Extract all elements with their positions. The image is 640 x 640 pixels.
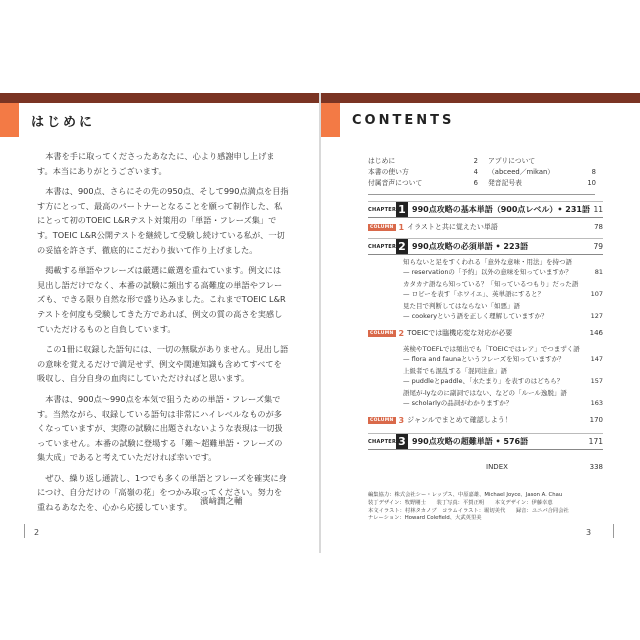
toc-section[interactable]: 英検やTOEFLでは頻出でも「TOEICではレア」でつまずく語 — flora and faunaというフレーズを知っていますか？ 147 — [403, 345, 603, 363]
chapter-label: CHAPTER — [368, 438, 397, 445]
column-title: TOEICでは臨機応変な対応が必要 — [407, 329, 513, 337]
right-title-label — [340, 103, 640, 137]
toc-column-1[interactable] — [368, 221, 603, 233]
toc-entry[interactable]: 付属音声について 6 — [368, 179, 478, 188]
toc-entry[interactable]: 発音記号表 10 — [488, 179, 596, 188]
chapter-page: 79 — [593, 242, 603, 251]
toc-entry[interactable]: はじめに 2 — [368, 157, 478, 165]
column-title: ジャンルでまとめて確認しよう！ — [407, 416, 512, 424]
page-number-rule — [613, 524, 614, 538]
toc-section[interactable]: 語尾が-lyなのに副詞ではない、などの「ルール逸脱」語 — scholarlyの品詞がわかりますか？ 163 — [403, 389, 603, 407]
toc-chapter-2[interactable] — [368, 238, 603, 255]
preface-body — [37, 149, 289, 521]
toc-section[interactable]: 見た目で判断してはならない「如悪」語 — cookeryという語を正しく理解していますか？ 127 — [403, 302, 603, 320]
chapter-title: 990点攻略の基本単語（900点レベル）• 231語 — [412, 205, 590, 214]
column-number: 3 — [398, 415, 405, 425]
chapter-title: 990点攻略の超難単語 • 576語 — [412, 437, 529, 446]
right-page — [321, 103, 640, 540]
toc-section[interactable]: 上級者でも混乱する「混同注意」語 — puddleとpaddle、「水たまり」を表すのはどちら？ 157 — [403, 367, 603, 385]
chapter-label: CHAPTER — [368, 243, 397, 250]
toc-section[interactable]: カタカナ語なら知っている？「知っているつもり」だった語 — ロビーを表す「ホワイエ」、英単語にすると？ 107 — [403, 280, 603, 298]
left-title-label — [19, 103, 319, 137]
page-title-hajimeni: はじめに — [31, 114, 96, 130]
toc-index[interactable]: INDEX 338 — [486, 463, 603, 471]
page-number-left: 2 — [34, 528, 40, 537]
chapter-label: CHAPTER — [368, 206, 397, 213]
toc-section[interactable]: 知らないと足をすくわれる「意外な意味・用法」を持つ語 — reservationの「予約」以外の意味を知っていますか？ 81 — [403, 258, 603, 276]
chapter-number: 1 — [396, 202, 408, 217]
toc-column-3[interactable] — [368, 414, 603, 426]
toc-chapter-3[interactable] — [368, 433, 603, 450]
chapter-number: 2 — [396, 239, 408, 254]
chapter-number: 3 — [396, 434, 408, 449]
column-number: 1 — [398, 222, 405, 232]
column-badge: COLUMN — [370, 417, 394, 423]
chapter-title: 990点攻略の必須単語 • 223語 — [412, 242, 529, 251]
column-badge: COLUMN — [370, 330, 394, 336]
preface-paragraph: 本書を手に取ってくださったあなたに、心より感謝申し上げます。本当にありがとうございます。 — [37, 151, 275, 176]
column-page: 170 — [589, 416, 603, 424]
preface-paragraph: この1冊に収録した語句には、一切の無駄がありません。見出し語の意味を覚えるだけで満足せず、例文や関連知識も含めてすべてを吸収し、自分自身の血肉にしていただければと思います。 — [37, 344, 289, 384]
credits-block: 編集協力：株式会社シー・レップス、中原嘉雄、Michael Joyce、Jason A. Chau 装丁デザイン：牧野剛士 装丁写真：平賀正明 本文デザイン：伊藤幸恵 本文イラスト：村林タカノブ コラムイラスト：堀切美代 録音：ユニバ合同会社 ナレーション：Howard Colefield、大武英里美 — [368, 492, 569, 522]
column-badge: COLUMN — [370, 224, 394, 230]
toc-chapter-1[interactable] — [368, 201, 603, 218]
preface-paragraph: 本書は、900点～990点を本気で狙うための単語・フレーズ集です。当然ながら、収録している語句は非常にハイレベルなものが多くなっていますが、実際の試験に出題されないような表現は一切扱っていません。本番の試験に登場する「難～超難単語・フレーズの集大成」であると考えていただければ幸いです。 — [37, 393, 283, 463]
toc-entry[interactable]: （abceed／mikan） 8 — [488, 168, 596, 177]
preface-paragraph: ぜひ、繰り返し通読し、1つでも多くの単語とフレーズを確実に身につけ、自分だけの「高嶺の花」をつかみ取ってください。努力を重ねるあなたを、心から応援しています。 — [37, 472, 287, 513]
column-page: 146 — [589, 329, 603, 337]
left-page — [0, 103, 319, 540]
preface-paragraph: 掲載する単語やフレーズは厳選に厳選を重ねています。例文には見出し語だけでなく、本番の試験に頻出する高難度の単語やフレーズも、できる限り自然な形で盛り込みました。これまでTOEIC L&Rテストを何度も受験してきた方であれば、例文の質の高さを実感していただけるものと自負しています。 — [37, 265, 286, 334]
toc-entry[interactable]: アプリについて — [488, 157, 536, 165]
preface-paragraph: 本書は、900点、さらにその先の950点、そして990点満点を目指す方にとって、最高のパートナーとなることを願って制作した、私にとって初のTOEIC L&Rテスト対策用の「単語・フレーズ集」です。TOEIC L&R公開テストを継続して受験し続けている私が、一切の妥協を許さず、徹底的にこだわり抜いて作り上げました。 — [37, 186, 289, 255]
toc-divider — [368, 194, 595, 195]
author-signature: 濱﨑潤之輔 — [200, 497, 243, 507]
page-number-rule — [24, 524, 25, 538]
column-title: イラストと共に覚えたい単語 — [407, 223, 498, 231]
page-title-contents: CONTENTS — [352, 112, 455, 128]
chapter-page: 171 — [588, 437, 603, 446]
page-number-right: 3 — [586, 528, 592, 537]
column-page: 78 — [594, 223, 603, 231]
toc-column-2[interactable] — [368, 327, 603, 339]
column-number: 2 — [398, 328, 405, 338]
chapter-page: 11 — [593, 205, 603, 214]
toc-entry[interactable]: 本書の使い方 4 — [368, 168, 478, 177]
